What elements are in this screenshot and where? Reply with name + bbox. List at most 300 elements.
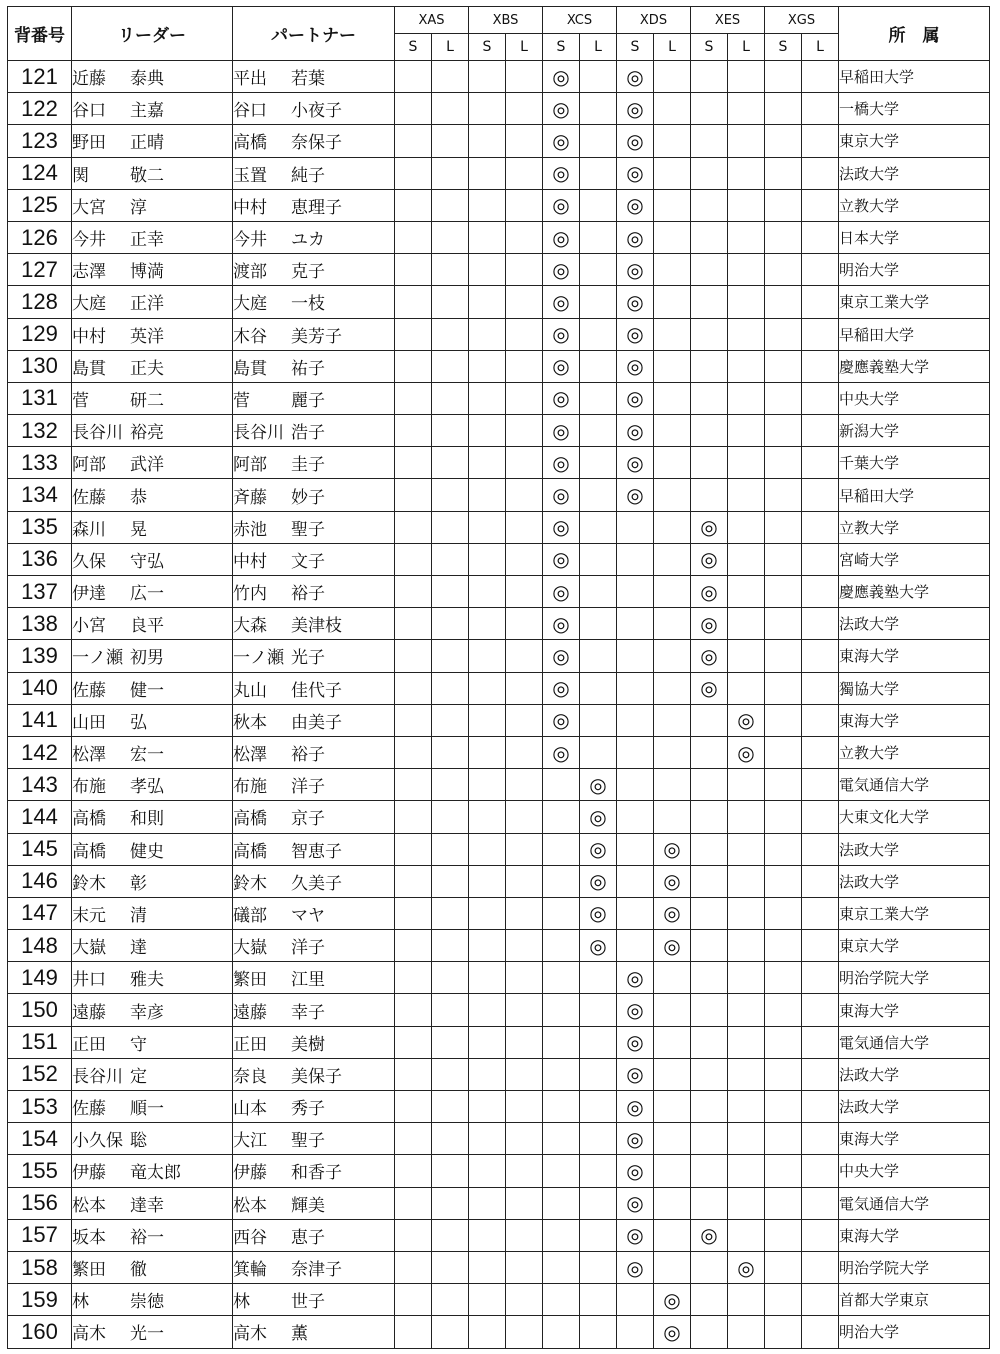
- empty-cell: [395, 865, 432, 897]
- empty-cell: [728, 994, 765, 1026]
- entry-mark: ◎: [617, 1155, 654, 1187]
- empty-cell: [802, 576, 839, 608]
- leader-given-name: 初男: [130, 648, 164, 669]
- partner-given-name: 佳代子: [291, 680, 342, 701]
- entry-mark: ◎: [543, 543, 580, 575]
- entry-mark: ◎: [543, 61, 580, 93]
- bib-number: 145: [8, 833, 72, 865]
- empty-cell: [432, 93, 469, 125]
- partner-name: [233, 576, 395, 608]
- entry-mark: ◎: [543, 576, 580, 608]
- empty-cell: [469, 447, 506, 479]
- empty-cell: [802, 1155, 839, 1187]
- empty-cell: [469, 1251, 506, 1283]
- empty-cell: [802, 704, 839, 736]
- empty-cell: [654, 221, 691, 253]
- empty-cell: [691, 382, 728, 414]
- leader-family-name: 繁田: [72, 1260, 106, 1281]
- empty-cell: [506, 157, 543, 189]
- empty-cell: [765, 769, 802, 801]
- header-sub-s: S: [469, 34, 506, 61]
- empty-cell: [654, 189, 691, 221]
- empty-cell: [469, 1058, 506, 1090]
- bib-number: 121: [8, 61, 72, 93]
- entry-mark: ◎: [654, 1284, 691, 1316]
- empty-cell: [654, 576, 691, 608]
- leader-family-name: 佐藤: [72, 487, 106, 508]
- partner-family-name: 阿部: [233, 455, 267, 476]
- affiliation: 電気通信大学: [839, 769, 990, 801]
- leader-given-name: 宏一: [130, 745, 164, 766]
- empty-cell: [691, 93, 728, 125]
- empty-cell: [469, 930, 506, 962]
- empty-cell: [395, 608, 432, 640]
- bib-number: 128: [8, 286, 72, 318]
- empty-cell: [691, 1284, 728, 1316]
- partner-name: [233, 1026, 395, 1058]
- empty-cell: [802, 1316, 839, 1348]
- leader-given-name: 健一: [130, 680, 164, 701]
- partner-given-name: 幸子: [291, 1002, 325, 1023]
- empty-cell: [506, 1091, 543, 1123]
- empty-cell: [802, 833, 839, 865]
- empty-cell: [432, 1284, 469, 1316]
- empty-cell: [691, 1058, 728, 1090]
- partner-given-name: 智恵子: [291, 841, 342, 862]
- leader-name: [72, 318, 233, 350]
- empty-cell: [728, 1284, 765, 1316]
- leader-given-name: 守: [130, 1034, 147, 1055]
- table-row: [8, 447, 990, 479]
- bib-number: 132: [8, 415, 72, 447]
- header-event-xbs: XBS: [469, 7, 543, 34]
- affiliation: 東海大学: [839, 640, 990, 672]
- empty-cell: [506, 382, 543, 414]
- empty-cell: [765, 1026, 802, 1058]
- empty-cell: [654, 254, 691, 286]
- empty-cell: [506, 1251, 543, 1283]
- affiliation: 電気通信大学: [839, 1026, 990, 1058]
- bib-number: 138: [8, 608, 72, 640]
- empty-cell: [506, 511, 543, 543]
- empty-cell: [728, 221, 765, 253]
- empty-cell: [728, 447, 765, 479]
- empty-cell: [617, 576, 654, 608]
- partner-name: [233, 672, 395, 704]
- header-sub-s: S: [617, 34, 654, 61]
- empty-cell: [765, 640, 802, 672]
- empty-cell: [395, 1251, 432, 1283]
- partner-given-name: 一枝: [291, 294, 325, 315]
- leader-family-name: 長谷川: [72, 1066, 123, 1087]
- partner-family-name: 秋本: [233, 712, 267, 733]
- partner-given-name: 聖子: [291, 1131, 325, 1152]
- empty-cell: [580, 640, 617, 672]
- partner-name: [233, 608, 395, 640]
- empty-cell: [506, 221, 543, 253]
- partner-name: [233, 994, 395, 1026]
- empty-cell: [617, 865, 654, 897]
- empty-cell: [765, 608, 802, 640]
- partner-given-name: 祐子: [291, 358, 325, 379]
- empty-cell: [432, 350, 469, 382]
- leader-family-name: 久保: [72, 551, 106, 572]
- empty-cell: [432, 801, 469, 833]
- empty-cell: [802, 1284, 839, 1316]
- empty-cell: [432, 1026, 469, 1058]
- empty-cell: [728, 1155, 765, 1187]
- partner-family-name: 正田: [233, 1034, 267, 1055]
- table-row: [8, 1026, 990, 1058]
- empty-cell: [654, 994, 691, 1026]
- empty-cell: [802, 479, 839, 511]
- empty-cell: [580, 382, 617, 414]
- table-row: [8, 415, 990, 447]
- empty-cell: [728, 1187, 765, 1219]
- table-row: [8, 1284, 990, 1316]
- empty-cell: [395, 1155, 432, 1187]
- empty-cell: [469, 382, 506, 414]
- empty-cell: [432, 672, 469, 704]
- empty-cell: [469, 994, 506, 1026]
- bib-number: 148: [8, 930, 72, 962]
- empty-cell: [543, 1187, 580, 1219]
- empty-cell: [691, 865, 728, 897]
- table-row: [8, 608, 990, 640]
- empty-cell: [765, 286, 802, 318]
- empty-cell: [691, 801, 728, 833]
- leader-given-name: 英洋: [130, 326, 164, 347]
- table-row: [8, 1251, 990, 1283]
- entry-mark: ◎: [617, 382, 654, 414]
- empty-cell: [617, 897, 654, 929]
- empty-cell: [395, 736, 432, 768]
- partner-given-name: 浩子: [291, 423, 325, 444]
- leader-given-name: 竜太郎: [130, 1163, 181, 1184]
- table-row: [8, 254, 990, 286]
- empty-cell: [432, 543, 469, 575]
- bib-number: 126: [8, 221, 72, 253]
- empty-cell: [691, 61, 728, 93]
- bib-number: 141: [8, 704, 72, 736]
- empty-cell: [469, 415, 506, 447]
- bib-number: 146: [8, 865, 72, 897]
- empty-cell: [728, 1026, 765, 1058]
- empty-cell: [654, 382, 691, 414]
- affiliation: 早稲田大学: [839, 479, 990, 511]
- empty-cell: [691, 897, 728, 929]
- leader-given-name: 広一: [130, 584, 164, 605]
- empty-cell: [395, 511, 432, 543]
- empty-cell: [432, 640, 469, 672]
- bib-number: 153: [8, 1091, 72, 1123]
- empty-cell: [802, 736, 839, 768]
- affiliation: 法政大学: [839, 1058, 990, 1090]
- leader-given-name: 晃: [130, 519, 147, 540]
- leader-given-name: 健史: [130, 841, 164, 862]
- leader-name: [72, 511, 233, 543]
- empty-cell: [765, 318, 802, 350]
- leader-given-name: 恭: [130, 487, 147, 508]
- header-event-xas: XAS: [395, 7, 469, 34]
- partner-family-name: 林: [233, 1292, 250, 1313]
- entry-mark: ◎: [543, 447, 580, 479]
- empty-cell: [395, 1123, 432, 1155]
- empty-cell: [580, 447, 617, 479]
- empty-cell: [432, 1091, 469, 1123]
- empty-cell: [469, 962, 506, 994]
- empty-cell: [728, 415, 765, 447]
- empty-cell: [432, 447, 469, 479]
- entry-mark: ◎: [654, 1316, 691, 1348]
- empty-cell: [469, 350, 506, 382]
- empty-cell: [654, 736, 691, 768]
- empty-cell: [506, 930, 543, 962]
- leader-name: [72, 382, 233, 414]
- partner-name: [233, 769, 395, 801]
- empty-cell: [580, 1091, 617, 1123]
- empty-cell: [469, 93, 506, 125]
- empty-cell: [802, 801, 839, 833]
- empty-cell: [506, 897, 543, 929]
- empty-cell: [432, 1123, 469, 1155]
- leader-name: [72, 125, 233, 157]
- partner-given-name: 世子: [291, 1292, 325, 1313]
- affiliation: 法政大学: [839, 1091, 990, 1123]
- empty-cell: [802, 61, 839, 93]
- empty-cell: [432, 511, 469, 543]
- empty-cell: [617, 704, 654, 736]
- empty-cell: [802, 1219, 839, 1251]
- empty-cell: [728, 350, 765, 382]
- affiliation: 宮崎大学: [839, 543, 990, 575]
- affiliation: 東京大学: [839, 125, 990, 157]
- partner-family-name: 西谷: [233, 1227, 267, 1248]
- partner-given-name: 和香子: [291, 1163, 342, 1184]
- table-row: [8, 994, 990, 1026]
- empty-cell: [395, 576, 432, 608]
- empty-cell: [617, 833, 654, 865]
- bib-number: 125: [8, 189, 72, 221]
- partner-given-name: 克子: [291, 262, 325, 283]
- empty-cell: [654, 93, 691, 125]
- leader-family-name: 谷口: [72, 101, 106, 122]
- leader-family-name: 小宮: [72, 616, 106, 637]
- table-row: [8, 511, 990, 543]
- leader-family-name: 森川: [72, 519, 106, 540]
- empty-cell: [580, 576, 617, 608]
- header-bib: 背番号: [8, 7, 72, 61]
- empty-cell: [395, 1187, 432, 1219]
- empty-cell: [395, 833, 432, 865]
- empty-cell: [469, 608, 506, 640]
- partner-family-name: 菅: [233, 390, 250, 411]
- partner-given-name: 恵子: [291, 1227, 325, 1248]
- affiliation: 慶應義塾大学: [839, 576, 990, 608]
- empty-cell: [691, 1026, 728, 1058]
- empty-cell: [506, 962, 543, 994]
- empty-cell: [765, 1123, 802, 1155]
- partner-name: [233, 543, 395, 575]
- empty-cell: [617, 1284, 654, 1316]
- empty-cell: [765, 221, 802, 253]
- empty-cell: [580, 994, 617, 1026]
- empty-cell: [395, 1284, 432, 1316]
- empty-cell: [654, 543, 691, 575]
- empty-cell: [469, 1026, 506, 1058]
- empty-cell: [395, 189, 432, 221]
- empty-cell: [802, 415, 839, 447]
- empty-cell: [691, 994, 728, 1026]
- affiliation: 千葉大学: [839, 447, 990, 479]
- empty-cell: [395, 897, 432, 929]
- empty-cell: [395, 543, 432, 575]
- entry-mark: ◎: [617, 1091, 654, 1123]
- partner-name: [233, 479, 395, 511]
- empty-cell: [728, 833, 765, 865]
- leader-name: [72, 994, 233, 1026]
- partner-given-name: ユカ: [291, 230, 325, 251]
- empty-cell: [654, 801, 691, 833]
- bib-number: 124: [8, 157, 72, 189]
- leader-family-name: 伊藤: [72, 1163, 106, 1184]
- entry-table: [7, 6, 990, 1349]
- table-row: [8, 318, 990, 350]
- empty-cell: [802, 511, 839, 543]
- entry-mark: ◎: [543, 286, 580, 318]
- empty-cell: [728, 157, 765, 189]
- empty-cell: [728, 125, 765, 157]
- empty-cell: [765, 930, 802, 962]
- leader-family-name: 佐藤: [72, 1099, 106, 1120]
- empty-cell: [728, 1058, 765, 1090]
- empty-cell: [506, 994, 543, 1026]
- empty-cell: [654, 415, 691, 447]
- empty-cell: [802, 318, 839, 350]
- entry-mark: ◎: [691, 511, 728, 543]
- partner-name: [233, 286, 395, 318]
- empty-cell: [543, 1058, 580, 1090]
- empty-cell: [395, 1316, 432, 1348]
- entry-mark: ◎: [654, 930, 691, 962]
- entry-mark: ◎: [617, 254, 654, 286]
- empty-cell: [765, 994, 802, 1026]
- partner-given-name: 恵理子: [291, 197, 342, 218]
- empty-cell: [691, 286, 728, 318]
- bib-number: 149: [8, 962, 72, 994]
- empty-cell: [506, 318, 543, 350]
- empty-cell: [580, 415, 617, 447]
- bib-number: 156: [8, 1187, 72, 1219]
- empty-cell: [506, 1026, 543, 1058]
- empty-cell: [728, 640, 765, 672]
- leader-name: [72, 930, 233, 962]
- bib-number: 160: [8, 1316, 72, 1348]
- empty-cell: [728, 93, 765, 125]
- leader-given-name: 守弘: [130, 551, 164, 572]
- empty-cell: [802, 382, 839, 414]
- empty-cell: [802, 672, 839, 704]
- affiliation: 東海大学: [839, 704, 990, 736]
- empty-cell: [506, 576, 543, 608]
- partner-given-name: 純子: [291, 165, 325, 186]
- empty-cell: [728, 769, 765, 801]
- leader-given-name: 順一: [130, 1099, 164, 1120]
- affiliation: 早稲田大学: [839, 318, 990, 350]
- empty-cell: [617, 769, 654, 801]
- bib-number: 130: [8, 350, 72, 382]
- empty-cell: [432, 221, 469, 253]
- partner-given-name: 美津枝: [291, 616, 342, 637]
- empty-cell: [506, 350, 543, 382]
- empty-cell: [802, 1187, 839, 1219]
- empty-cell: [580, 672, 617, 704]
- entry-mark: ◎: [543, 221, 580, 253]
- empty-cell: [469, 1284, 506, 1316]
- empty-cell: [432, 61, 469, 93]
- partner-family-name: 繁田: [233, 970, 267, 991]
- entry-mark: ◎: [580, 833, 617, 865]
- entry-mark: ◎: [543, 608, 580, 640]
- empty-cell: [654, 769, 691, 801]
- empty-cell: [617, 736, 654, 768]
- empty-cell: [654, 1219, 691, 1251]
- leader-family-name: 鈴木: [72, 873, 106, 894]
- entry-mark: ◎: [654, 897, 691, 929]
- empty-cell: [395, 350, 432, 382]
- table-row: [8, 125, 990, 157]
- empty-cell: [654, 157, 691, 189]
- empty-cell: [802, 608, 839, 640]
- entry-mark: ◎: [580, 930, 617, 962]
- leader-given-name: 正洋: [130, 294, 164, 315]
- affiliation: 法政大学: [839, 865, 990, 897]
- empty-cell: [728, 254, 765, 286]
- empty-cell: [395, 415, 432, 447]
- affiliation: 東海大学: [839, 1219, 990, 1251]
- header-sub-l: L: [506, 34, 543, 61]
- leader-name: [72, 1219, 233, 1251]
- partner-name: [233, 865, 395, 897]
- partner-given-name: 美芳子: [291, 326, 342, 347]
- empty-cell: [543, 769, 580, 801]
- empty-cell: [469, 157, 506, 189]
- partner-family-name: 布施: [233, 777, 267, 798]
- partner-name: [233, 1251, 395, 1283]
- table-row: [8, 640, 990, 672]
- entry-mark: ◎: [543, 189, 580, 221]
- empty-cell: [543, 1251, 580, 1283]
- empty-cell: [543, 865, 580, 897]
- empty-cell: [654, 286, 691, 318]
- empty-cell: [765, 93, 802, 125]
- empty-cell: [543, 962, 580, 994]
- bib-number: 155: [8, 1155, 72, 1187]
- empty-cell: [654, 1155, 691, 1187]
- leader-family-name: 坂本: [72, 1227, 106, 1248]
- empty-cell: [506, 1187, 543, 1219]
- header-affiliation: 所 属: [839, 7, 990, 61]
- empty-cell: [654, 350, 691, 382]
- empty-cell: [580, 350, 617, 382]
- empty-cell: [506, 1219, 543, 1251]
- partner-given-name: 洋子: [291, 777, 325, 798]
- empty-cell: [691, 189, 728, 221]
- table-row: [8, 736, 990, 768]
- partner-given-name: 京子: [291, 809, 325, 830]
- empty-cell: [469, 511, 506, 543]
- empty-cell: [580, 704, 617, 736]
